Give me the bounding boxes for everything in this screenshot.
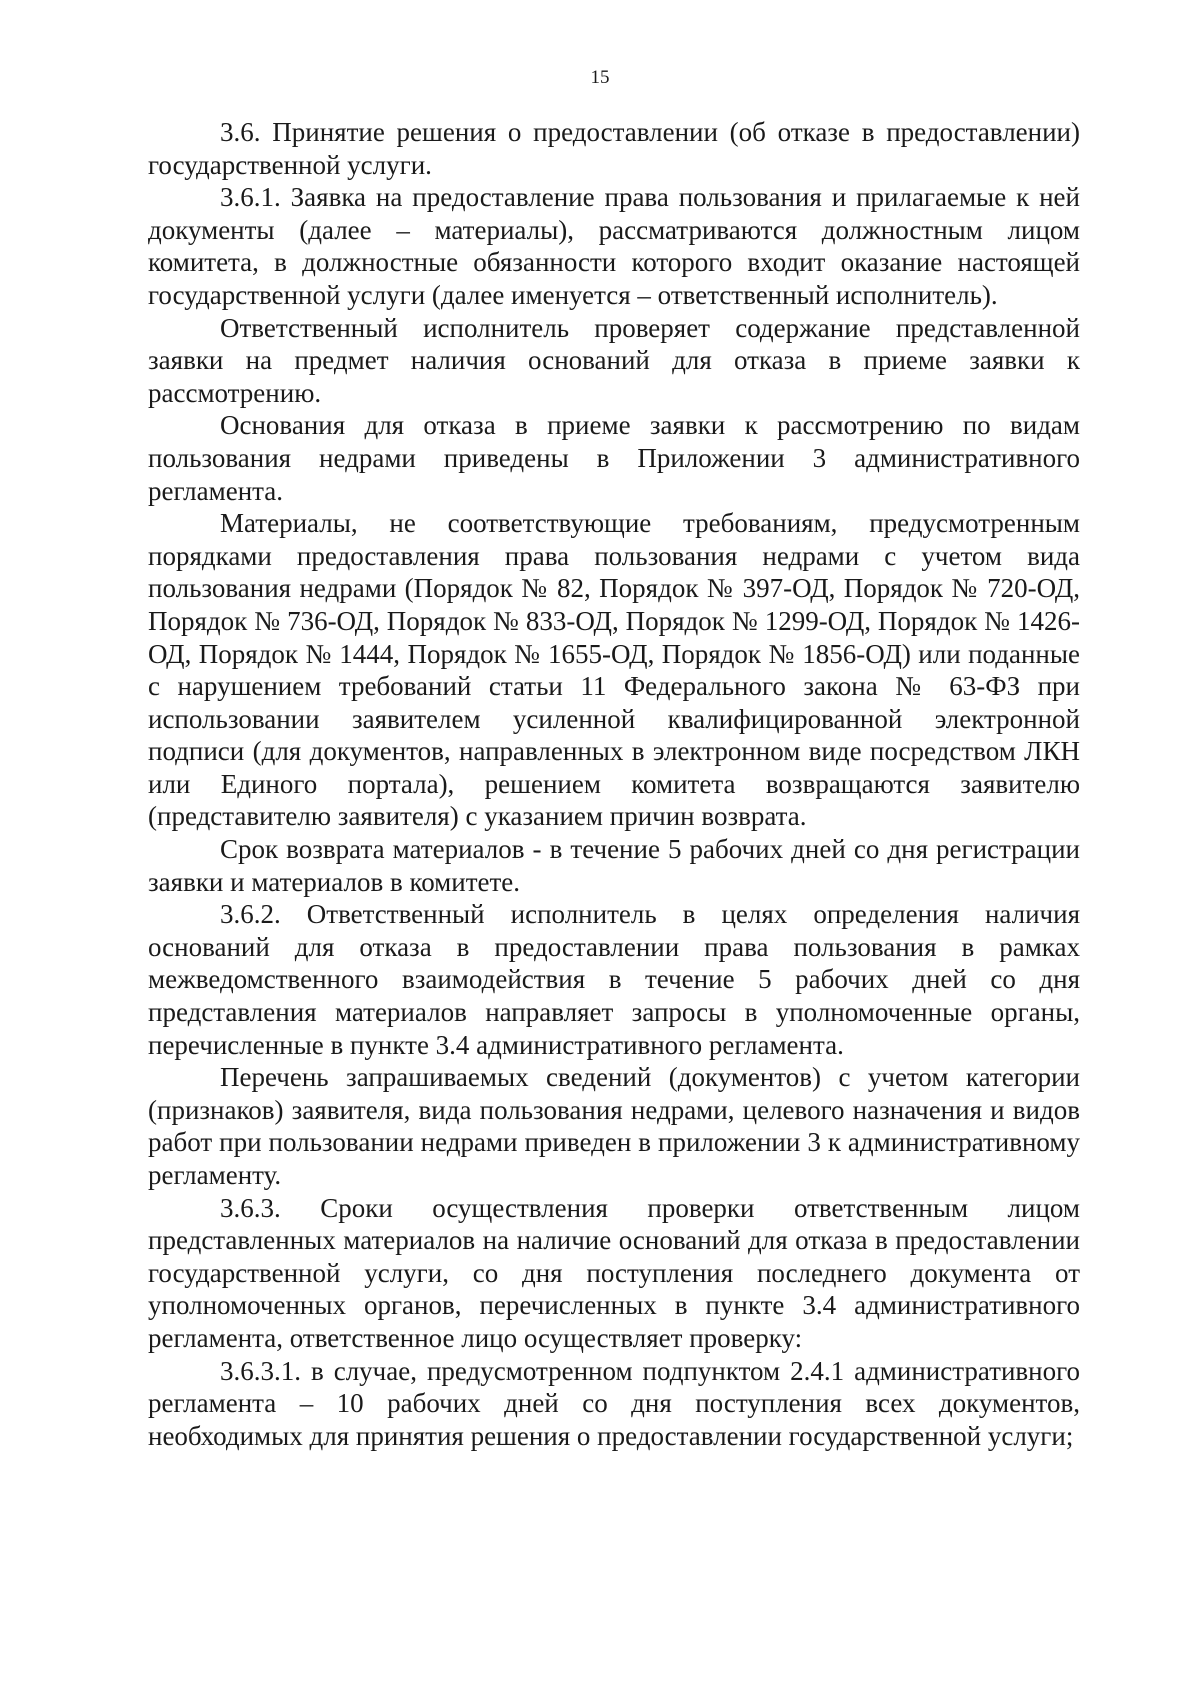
paragraph-refusal-grounds: Основания для отказа в приеме заявки к рассмотрению по видам пользования недрами приведены в Приложении 3 административного регламента. (148, 410, 1080, 506)
paragraph-3-6-1: 3.6.1. Заявка на предоставление права пользования и прилагаемые к ней документы (далее – материалы), рассматриваются должностным лицом комитета, в должностные обязанности которого входит оказание настоящей государственной услуги (далее именуется – ответственный исполнитель). (148, 182, 1080, 310)
paragraph-3-6-3: 3.6.3. Сроки осуществления проверки ответственным лицом представленных материалов на наличие оснований для отказа в предоставлении государственной услуги, со дня поступления последнего документа от уполномоченных органов, перечисленных в пункте 3.4 административного регламента, ответственное лицо осуществляет проверку: (148, 1192, 1080, 1353)
paragraph-materials-return: Материалы, не соответствующие требованиям, предусмотренным порядками предоставления права пользования недрами с учетом вида пользования недрами (Порядок № 82, Порядок № 397-ОД, Порядок № 720-ОД, Порядок № 736-ОД, Порядок № 833-ОД, Порядок № 1299-ОД, Порядок № 1426-ОД, Порядок № 1444, Порядок № 1655-ОД, Порядок № 1856-ОД) или поданные с нарушением требований статьи 11 Федерального закона № 63-ФЗ при использовании заявителем усиленной квалифицированной электронной подписи (для документов, направленных в электронном виде посредством ЛКН или Единого портала), решением комитета возвращаются заявителю (представителю заявителя) с указанием причин возврата. (148, 508, 1080, 832)
paragraph-3-6-heading: 3.6. Принятие решения о предоставлении (об отказе в предоставлении) государственной услуги. (148, 117, 1080, 180)
document-body (148, 116, 1080, 1452)
page-number: 15 (590, 67, 610, 88)
paragraph-3-6-3-1: 3.6.3.1. в случае, предусмотренном подпунктом 2.4.1 административного регламента – 10 рабочих дней со дня поступления всех документов, необходимых для принятия решения о предоставлении государственной услуги; (148, 1355, 1080, 1451)
paragraph-executor-check: Ответственный исполнитель проверяет содержание представленной заявки на предмет наличия оснований для отказа в приеме заявки к рассмотрению. (148, 312, 1080, 408)
paragraph-3-6-2: 3.6.2. Ответственный исполнитель в целях определения наличия оснований для отказа в предоставлении права пользования в рамках межведомственного взаимодействия в течение 5 рабочих дней со дня представления материалов направляет запросы в уполномоченные органы, перечисленные в пункте 3.4 административного регламента. (148, 899, 1080, 1060)
paragraph-requested-info: Перечень запрашиваемых сведений (документов) с учетом категории (признаков) заявителя, вида пользования недрами, целевого назначения и видов работ при пользовании недрами приведен в приложении 3 к административному регламенту. (148, 1062, 1080, 1190)
paragraph-return-deadline: Срок возврата материалов - в течение 5 рабочих дней со дня регистрации заявки и материалов в комитете. (148, 834, 1080, 897)
